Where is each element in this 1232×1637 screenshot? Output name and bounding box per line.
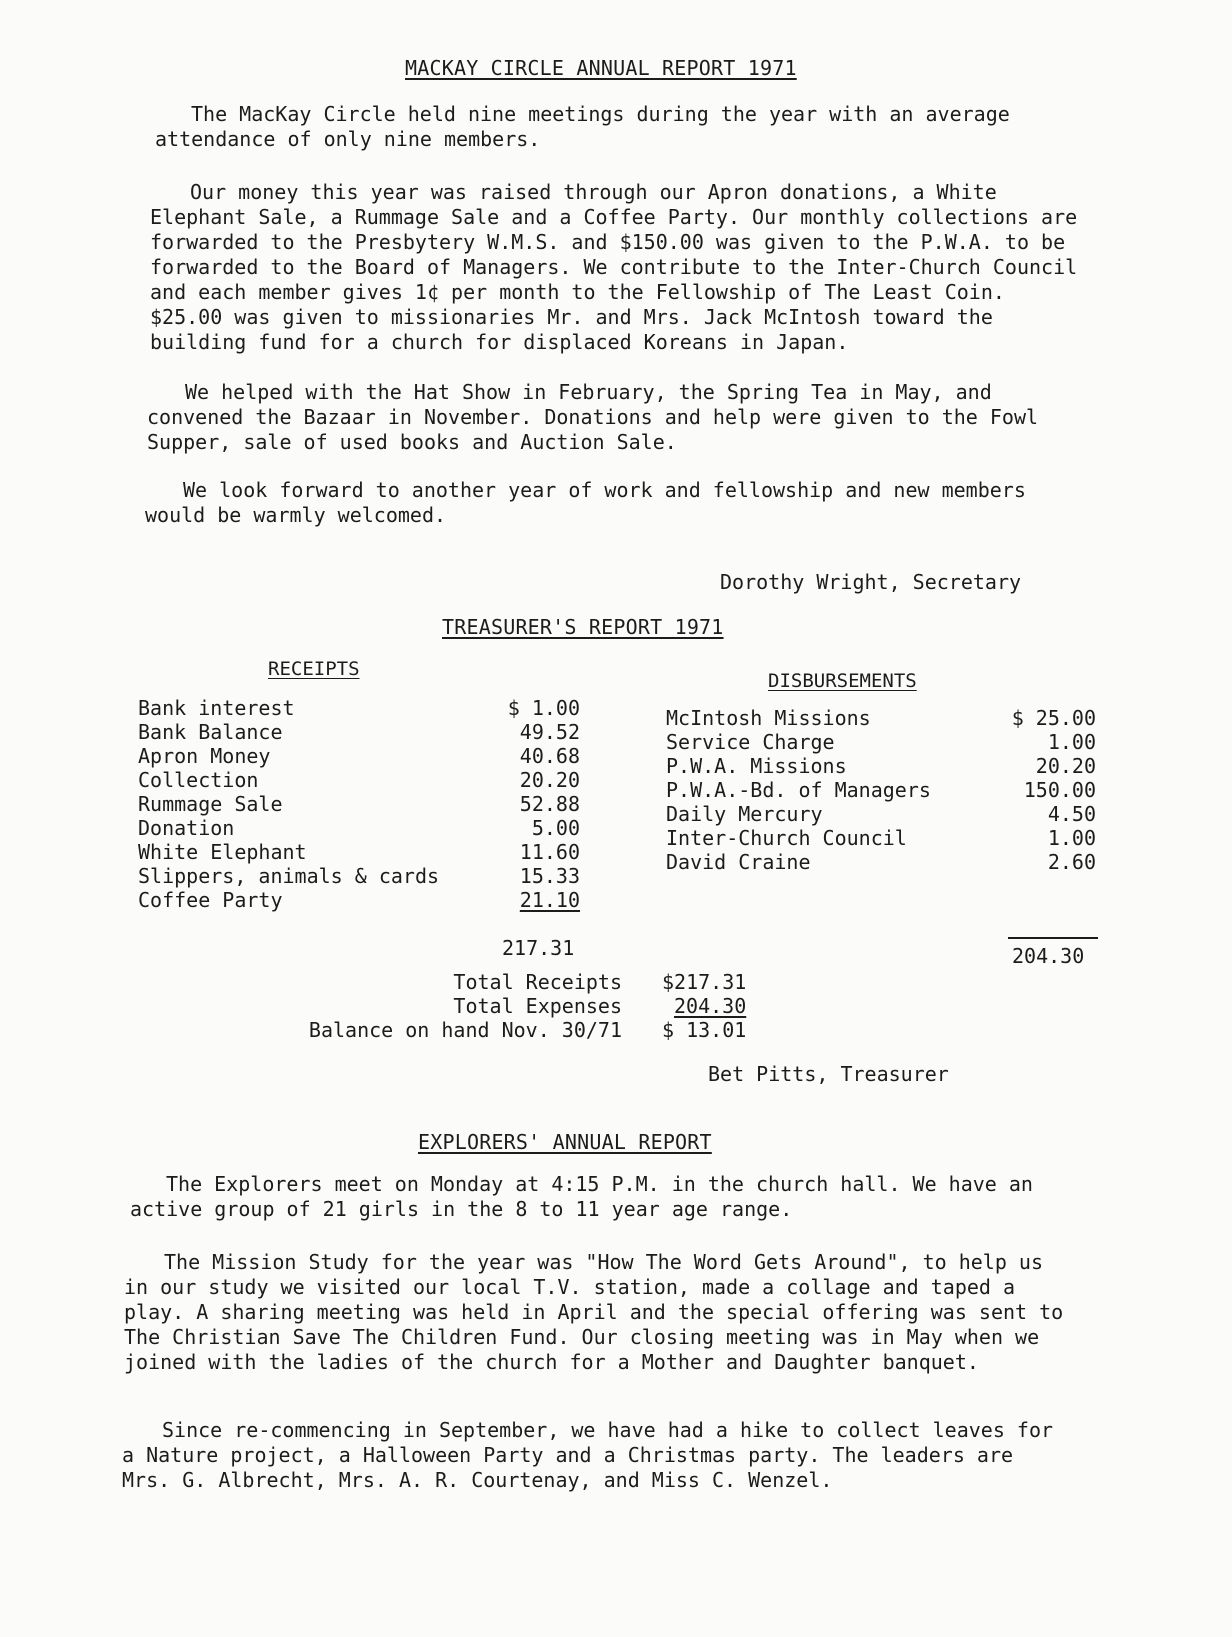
treasurer-signature: Bet Pitts, Treasurer bbox=[708, 1062, 949, 1086]
receipt-label: Coffee Party bbox=[138, 888, 283, 912]
disbursements-heading: DISBURSEMENTS bbox=[768, 670, 917, 692]
receipts-total: 217.31 bbox=[502, 936, 575, 960]
summary-row bbox=[308, 1018, 782, 1042]
summary-row bbox=[453, 994, 782, 1018]
disbursement-amount: 20.20 bbox=[1035, 754, 1096, 778]
receipt-row bbox=[138, 696, 580, 720]
summary-amount: $217.31 bbox=[662, 970, 747, 994]
disbursement-label: Inter-Church Council bbox=[666, 826, 907, 850]
receipt-amount: 21.10 bbox=[519, 888, 580, 912]
receipt-label: Collection bbox=[138, 768, 259, 792]
disbursement-label: P.W.A.-Bd. of Managers bbox=[666, 778, 931, 802]
summary-amount: $ 13.01 bbox=[662, 1018, 747, 1042]
receipt-amount: 20.20 bbox=[519, 768, 580, 792]
receipt-row bbox=[138, 744, 580, 768]
disbursement-amount: 2.60 bbox=[1047, 850, 1096, 874]
disbursements-list bbox=[666, 706, 1096, 874]
summary-label: Balance on hand Nov. 30/71 bbox=[308, 1018, 622, 1042]
mackay-paragraph-3: We helped with the Hat Show in February, the Spring Tea in May, and convened the Bazaar in November. Donations and help were given to the Fowl Supper, sale of used books and Auction Sale. bbox=[147, 380, 1039, 454]
receipt-label: Bank interest bbox=[138, 696, 295, 720]
receipt-label: White Elephant bbox=[138, 840, 307, 864]
summary-row bbox=[453, 970, 782, 994]
secretary-signature: Dorothy Wright, Secretary bbox=[720, 570, 1022, 594]
receipt-amount: 49.52 bbox=[519, 720, 580, 744]
receipt-amount: 11.60 bbox=[519, 840, 580, 864]
mackay-paragraph-1: The MacKay Circle held nine meetings during the year with an average attendance of only nine members. bbox=[155, 102, 1010, 151]
disbursements-total-rule bbox=[1008, 937, 1098, 939]
disbursement-row bbox=[666, 850, 1096, 874]
disbursement-label: Daily Mercury bbox=[666, 802, 823, 826]
receipt-amount: 52.88 bbox=[519, 792, 580, 816]
receipt-label: Slippers, animals & cards bbox=[138, 864, 440, 888]
receipts-list bbox=[138, 696, 580, 912]
disbursement-label: David Craine bbox=[666, 850, 811, 874]
receipt-row bbox=[138, 768, 580, 792]
disbursement-label: P.W.A. Missions bbox=[666, 754, 847, 778]
receipt-row bbox=[138, 840, 580, 864]
totals-summary bbox=[308, 970, 782, 1042]
disbursement-row bbox=[666, 826, 1096, 850]
receipt-label: Bank Balance bbox=[138, 720, 283, 744]
disbursement-amount: 150.00 bbox=[1023, 778, 1096, 802]
receipt-label: Donation bbox=[138, 816, 235, 840]
disbursement-amount: 4.50 bbox=[1047, 802, 1096, 826]
receipt-row bbox=[138, 864, 580, 888]
disbursement-label: McIntosh Missions bbox=[666, 706, 871, 730]
mackay-title: MACKAY CIRCLE ANNUAL REPORT 1971 bbox=[405, 56, 797, 80]
receipt-row bbox=[138, 792, 580, 816]
receipt-amount: 15.33 bbox=[519, 864, 580, 888]
explorers-title: EXPLORERS' ANNUAL REPORT bbox=[418, 1130, 712, 1154]
disbursement-row bbox=[666, 778, 1096, 802]
disbursement-amount: 1.00 bbox=[1047, 730, 1096, 754]
treasurer-title: TREASURER'S REPORT 1971 bbox=[442, 615, 724, 639]
summary-amount: 204.30 bbox=[674, 994, 747, 1018]
receipt-row bbox=[138, 816, 580, 840]
disbursement-row bbox=[666, 754, 1096, 778]
disbursement-row bbox=[666, 706, 1096, 730]
mackay-paragraph-2: Our money this year was raised through our Apron donations, a White Elephant Sale, a Rummage Sale and a Coffee Party. Our monthly collections are forwarded to the Presbytery W.M.S. and $150.00 was given to the P.W.A. to be forwarded to the Board of Managers. We contribute to the Inter-Church Council and each member gives 1¢ per month to the Fellowship of The Least Coin. $25.00 was given to missionaries Mr. and Mrs. Jack McIntosh toward the building fund for a church for displaced Koreans in Japan. bbox=[150, 180, 1078, 354]
explorers-paragraph-2: The Mission Study for the year was "How The Word Gets Around", to help us in our study we visited our local T.V. station, made a collage and taped a play. A sharing meeting was held in April and the special offering was sent to The Christian Save The Children Fund. Our closing meeting was in May when we joined with the ladies of the church for a Mother and Daughter banquet. bbox=[124, 1250, 1064, 1374]
receipt-amount: $ 1.00 bbox=[507, 696, 580, 720]
explorers-paragraph-1: The Explorers meet on Monday at 4:15 P.M. in the church hall. We have an active group of 21 girls in the 8 to 11 year age range. bbox=[130, 1172, 1033, 1221]
disbursement-amount: $ 25.00 bbox=[1011, 706, 1096, 730]
disbursement-row bbox=[666, 802, 1096, 826]
receipts-heading: RECEIPTS bbox=[268, 658, 360, 680]
receipt-row bbox=[138, 888, 580, 912]
disbursements-total: 204.30 bbox=[1012, 944, 1085, 968]
disbursement-label: Service Charge bbox=[666, 730, 835, 754]
receipt-amount: 40.68 bbox=[519, 744, 580, 768]
disbursement-amount: 1.00 bbox=[1047, 826, 1096, 850]
summary-label: Total Expenses bbox=[453, 994, 622, 1018]
disbursement-row bbox=[666, 730, 1096, 754]
receipt-row bbox=[138, 720, 580, 744]
explorers-paragraph-3: Since re-commencing in September, we have had a hike to collect leaves for a Nature project, a Halloween Party and a Christmas party. The leaders are Mrs. G. Albrecht, Mrs. A. R. Courtenay, and Miss C. Wenzel. bbox=[122, 1418, 1054, 1492]
receipt-label: Rummage Sale bbox=[138, 792, 283, 816]
mackay-paragraph-4: We look forward to another year of work and fellowship and new members would be warmly welcomed. bbox=[145, 478, 1026, 527]
receipt-amount: 5.00 bbox=[531, 816, 580, 840]
receipt-label: Apron Money bbox=[138, 744, 271, 768]
summary-label: Total Receipts bbox=[453, 970, 622, 994]
